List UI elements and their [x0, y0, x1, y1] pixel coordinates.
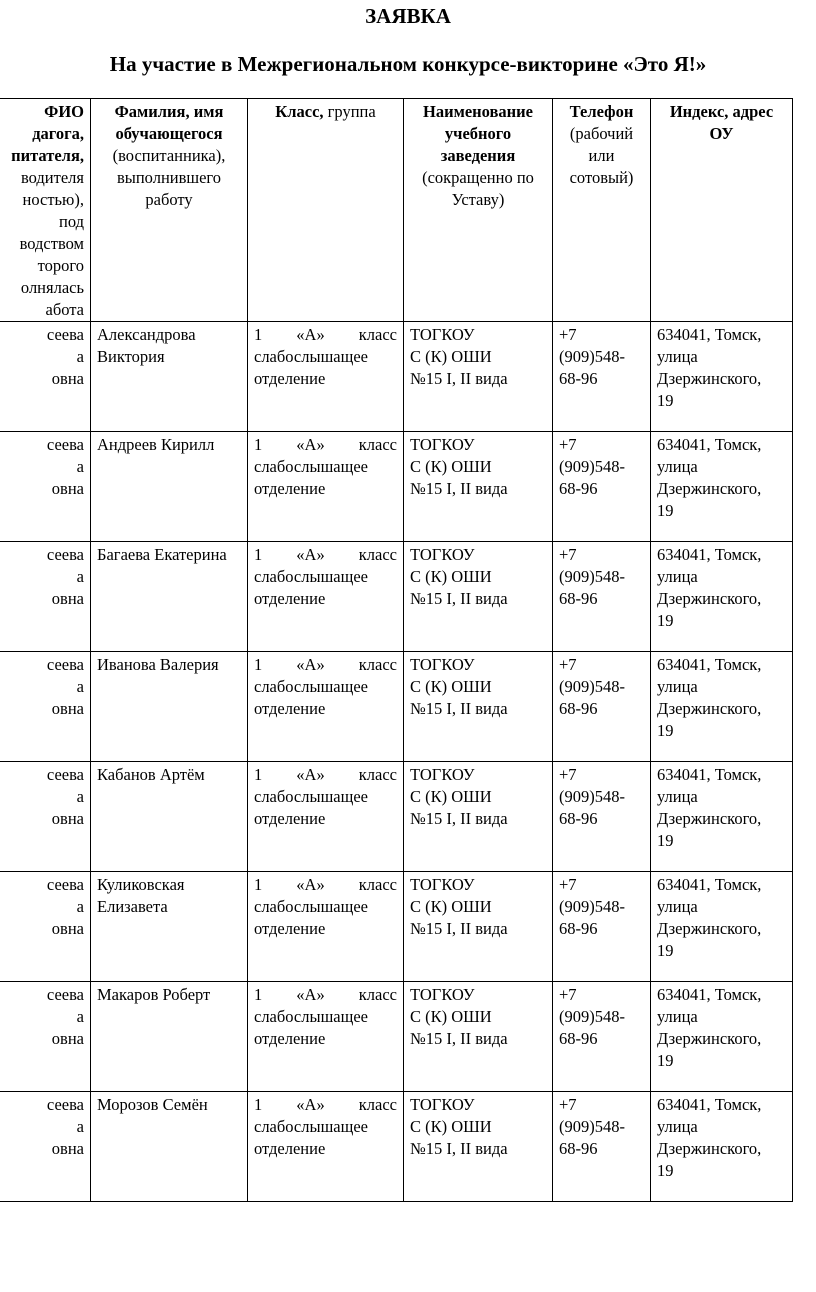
header-school-note: (сокращенно по Уставу): [422, 168, 534, 209]
address-line: улица: [657, 1007, 698, 1026]
class-letter: «А»: [296, 655, 325, 674]
address-cell: [651, 1092, 793, 1202]
student-name: Иванова Валерия: [97, 655, 219, 674]
school-cell: [404, 762, 553, 872]
header-phone-bold: Телефон: [569, 102, 634, 121]
school-line: С (К) ОШИ: [410, 347, 492, 366]
application-table: [0, 98, 793, 1202]
address-line: улица: [657, 787, 698, 806]
school-line: №15 I, II вида: [410, 809, 508, 828]
school-line: №15 I, II вида: [410, 1029, 508, 1048]
class-number: 1: [254, 435, 263, 454]
header-teacher: [0, 99, 91, 322]
class-number: 1: [254, 985, 263, 1004]
table-row: [0, 1092, 793, 1202]
address-cell: [651, 872, 793, 982]
class-department: слабослышащее отделение: [254, 1007, 368, 1048]
school-line: №15 I, II вида: [410, 479, 508, 498]
school-line: ТОГКОУ: [410, 435, 475, 454]
address-line: Дзержинского,: [657, 589, 762, 608]
school-line: С (К) ОШИ: [410, 457, 492, 476]
class-line: [254, 764, 397, 786]
phone-line: 68-96: [559, 809, 598, 828]
table-row: [0, 432, 793, 542]
student-name: Кабанов Артём: [97, 765, 205, 784]
phone-line: 68-96: [559, 589, 598, 608]
class-cell: [248, 982, 404, 1092]
teacher-line: а: [76, 347, 84, 366]
header-class: [248, 99, 404, 322]
class-line: [254, 324, 397, 346]
phone-line: +7: [559, 655, 577, 674]
class-line: [254, 874, 397, 896]
class-cell: [248, 322, 404, 432]
teacher-line: овна: [51, 809, 84, 828]
address-cell: [651, 982, 793, 1092]
address-line: Дзержинского,: [657, 479, 762, 498]
class-department: слабослышащее отделение: [254, 347, 368, 388]
class-number: 1: [254, 875, 263, 894]
class-word: класс: [358, 765, 397, 784]
class-line: [254, 984, 397, 1006]
header-address: [651, 99, 793, 322]
address-line: 19: [657, 941, 674, 960]
school-line: С (К) ОШИ: [410, 1117, 492, 1136]
table-row: [0, 322, 793, 432]
address-line: 19: [657, 1051, 674, 1070]
address-line: улица: [657, 347, 698, 366]
header-school-bold: Наименование учебного заведения: [423, 102, 533, 165]
student-name: Багаева Екатерина: [97, 545, 227, 564]
school-line: №15 I, II вида: [410, 919, 508, 938]
phone-line: +7: [559, 545, 577, 564]
table-header-row: [0, 99, 793, 322]
header-student-bold: Фамилия, имя обучающегося: [114, 102, 224, 143]
student-cell: [91, 652, 248, 762]
table-row: [0, 982, 793, 1092]
phone-line: +7: [559, 765, 577, 784]
class-department: слабослышащее отделение: [254, 457, 368, 498]
table-row: [0, 652, 793, 762]
teacher-line: а: [76, 1117, 84, 1136]
class-cell: [248, 872, 404, 982]
phone-line: 68-96: [559, 1139, 598, 1158]
teacher-line: овна: [51, 699, 84, 718]
address-line: 19: [657, 391, 674, 410]
student-cell: [91, 322, 248, 432]
school-cell: [404, 872, 553, 982]
document-subtitle: На участие в Межрегиональном конкурсе-викторине «Это Я!»: [109, 52, 707, 76]
address-line: 19: [657, 501, 674, 520]
header-teacher-bold-0: ФИО: [44, 102, 84, 121]
phone-line: (909)548-: [559, 1007, 625, 1026]
student-cell: [91, 982, 248, 1092]
phone-cell: [553, 432, 651, 542]
phone-line: 68-96: [559, 919, 598, 938]
phone-cell: [553, 762, 651, 872]
teacher-cell: [0, 652, 91, 762]
student-cell: [91, 432, 248, 542]
phone-line: (909)548-: [559, 347, 625, 366]
phone-cell: [553, 872, 651, 982]
school-line: С (К) ОШИ: [410, 1007, 492, 1026]
teacher-cell: [0, 432, 91, 542]
address-line: 634041, Томск,: [657, 765, 762, 784]
header-phone-note: (рабочий или сотовый): [569, 124, 634, 187]
class-number: 1: [254, 765, 263, 784]
teacher-line: а: [76, 677, 84, 696]
school-line: ТОГКОУ: [410, 765, 475, 784]
phone-line: +7: [559, 435, 577, 454]
school-cell: [404, 982, 553, 1092]
class-letter: «А»: [296, 325, 325, 344]
address-line: Дзержинского,: [657, 369, 762, 388]
class-department: слабослышащее отделение: [254, 787, 368, 828]
class-line: [254, 434, 397, 456]
address-line: Дзержинского,: [657, 809, 762, 828]
school-cell: [404, 432, 553, 542]
school-line: С (К) ОШИ: [410, 787, 492, 806]
header-class-bold: Класс,: [275, 102, 324, 121]
class-number: 1: [254, 1095, 263, 1114]
class-letter: «А»: [296, 435, 325, 454]
address-cell: [651, 762, 793, 872]
header-teacher-line-3: водством: [19, 234, 84, 253]
school-cell: [404, 322, 553, 432]
student-name: Андреев Кирилл: [97, 435, 215, 454]
teacher-line: сеева: [46, 545, 84, 564]
phone-cell: [553, 652, 651, 762]
teacher-cell: [0, 982, 91, 1092]
class-letter: «А»: [296, 545, 325, 564]
address-line: Дзержинского,: [657, 699, 762, 718]
teacher-line: овна: [51, 479, 84, 498]
phone-line: (909)548-: [559, 1117, 625, 1136]
student-cell: [91, 872, 248, 982]
teacher-line: сеева: [46, 765, 84, 784]
header-teacher-line-6: абота: [45, 300, 84, 319]
phone-cell: [553, 542, 651, 652]
address-line: 634041, Томск,: [657, 985, 762, 1004]
table-row: [0, 542, 793, 652]
class-cell: [248, 652, 404, 762]
student-name: Куликовская Елизавета: [97, 875, 185, 916]
teacher-line: сеева: [46, 655, 84, 674]
school-line: С (К) ОШИ: [410, 677, 492, 696]
school-line: ТОГКОУ: [410, 655, 475, 674]
phone-cell: [553, 322, 651, 432]
phone-line: (909)548-: [559, 897, 625, 916]
school-line: №15 I, II вида: [410, 1139, 508, 1158]
phone-cell: [553, 982, 651, 1092]
school-line: ТОГКОУ: [410, 875, 475, 894]
address-line: улица: [657, 457, 698, 476]
teacher-line: сеева: [46, 875, 84, 894]
teacher-line: сеева: [46, 435, 84, 454]
class-department: слабослышащее отделение: [254, 1117, 368, 1158]
address-cell: [651, 542, 793, 652]
phone-line: +7: [559, 325, 577, 344]
school-line: ТОГКОУ: [410, 325, 475, 344]
phone-cell: [553, 1092, 651, 1202]
class-number: 1: [254, 655, 263, 674]
teacher-line: овна: [51, 589, 84, 608]
address-line: улица: [657, 567, 698, 586]
header-phone: [553, 99, 651, 322]
teacher-line: овна: [51, 1029, 84, 1048]
class-word: класс: [358, 985, 397, 1004]
address-line: 634041, Томск,: [657, 325, 762, 344]
address-line: 634041, Томск,: [657, 545, 762, 564]
student-cell: [91, 542, 248, 652]
header-student-note: (воспитанника), выполнившего работу: [112, 146, 226, 209]
address-line: 19: [657, 1161, 674, 1180]
phone-line: 68-96: [559, 479, 598, 498]
phone-line: (909)548-: [559, 677, 625, 696]
class-word: класс: [358, 435, 397, 454]
teacher-line: сеева: [46, 985, 84, 1004]
address-line: 634041, Томск,: [657, 875, 762, 894]
school-line: №15 I, II вида: [410, 699, 508, 718]
class-number: 1: [254, 545, 263, 564]
school-cell: [404, 652, 553, 762]
class-letter: «А»: [296, 875, 325, 894]
class-word: класс: [358, 655, 397, 674]
teacher-line: а: [76, 787, 84, 806]
teacher-line: сеева: [46, 325, 84, 344]
address-line: улица: [657, 677, 698, 696]
address-line: 19: [657, 831, 674, 850]
header-address-bold: Индекс, адрес ОУ: [669, 102, 774, 143]
table-row: [0, 872, 793, 982]
phone-line: 68-96: [559, 1029, 598, 1048]
address-line: 634041, Томск,: [657, 435, 762, 454]
header-student: [91, 99, 248, 322]
class-line: [254, 544, 397, 566]
header-teacher-line-5: олнялась: [20, 278, 84, 297]
class-letter: «А»: [296, 1095, 325, 1114]
student-name: Александрова Виктория: [97, 325, 196, 366]
teacher-line: овна: [51, 369, 84, 388]
header-class-note: группа: [323, 102, 376, 121]
phone-line: 68-96: [559, 699, 598, 718]
class-line: [254, 654, 397, 676]
teacher-line: а: [76, 897, 84, 916]
document-title: ЗАЯВКА: [365, 4, 451, 28]
teacher-line: а: [76, 457, 84, 476]
phone-line: (909)548-: [559, 567, 625, 586]
school-line: С (К) ОШИ: [410, 897, 492, 916]
phone-line: (909)548-: [559, 787, 625, 806]
class-word: класс: [358, 1095, 397, 1114]
phone-line: +7: [559, 1095, 577, 1114]
student-name: Макаров Роберт: [97, 985, 211, 1004]
header-teacher-bold-2: питателя,: [11, 146, 84, 165]
class-word: класс: [358, 545, 397, 564]
class-department: слабослышащее отделение: [254, 567, 368, 608]
address-line: Дзержинского,: [657, 919, 762, 938]
class-cell: [248, 542, 404, 652]
class-cell: [248, 432, 404, 542]
school-cell: [404, 542, 553, 652]
header-teacher-line-1: ностью),: [22, 190, 84, 209]
teacher-cell: [0, 1092, 91, 1202]
school-line: ТОГКОУ: [410, 545, 475, 564]
header-teacher-bold-1: дагога,: [32, 124, 84, 143]
header-teacher-line-4: торого: [37, 256, 84, 275]
class-line: [254, 1094, 397, 1116]
school-line: №15 I, II вида: [410, 589, 508, 608]
teacher-line: сеева: [46, 1095, 84, 1114]
student-name: Морозов Семён: [97, 1095, 208, 1114]
class-cell: [248, 1092, 404, 1202]
teacher-cell: [0, 322, 91, 432]
address-line: 19: [657, 611, 674, 630]
address-cell: [651, 322, 793, 432]
class-word: класс: [358, 875, 397, 894]
address-line: 19: [657, 721, 674, 740]
phone-line: +7: [559, 985, 577, 1004]
header-school: [404, 99, 553, 322]
phone-line: (909)548-: [559, 457, 625, 476]
phone-line: +7: [559, 875, 577, 894]
teacher-line: овна: [51, 919, 84, 938]
teacher-line: а: [76, 567, 84, 586]
header-teacher-line-2: под: [59, 212, 84, 231]
school-cell: [404, 1092, 553, 1202]
student-cell: [91, 1092, 248, 1202]
teacher-cell: [0, 872, 91, 982]
teacher-line: овна: [51, 1139, 84, 1158]
school-line: С (К) ОШИ: [410, 567, 492, 586]
class-number: 1: [254, 325, 263, 344]
class-word: класс: [358, 325, 397, 344]
address-line: 634041, Томск,: [657, 655, 762, 674]
class-department: слабослышащее отделение: [254, 897, 368, 938]
teacher-line: а: [76, 1007, 84, 1026]
teacher-cell: [0, 762, 91, 872]
address-line: 634041, Томск,: [657, 1095, 762, 1114]
class-letter: «А»: [296, 765, 325, 784]
phone-line: 68-96: [559, 369, 598, 388]
school-line: ТОГКОУ: [410, 1095, 475, 1114]
address-cell: [651, 432, 793, 542]
address-line: Дзержинского,: [657, 1139, 762, 1158]
class-department: слабослышащее отделение: [254, 677, 368, 718]
table-row: [0, 762, 793, 872]
school-line: №15 I, II вида: [410, 369, 508, 388]
address-line: Дзержинского,: [657, 1029, 762, 1048]
school-line: ТОГКОУ: [410, 985, 475, 1004]
address-line: улица: [657, 897, 698, 916]
class-cell: [248, 762, 404, 872]
address-line: улица: [657, 1117, 698, 1136]
student-cell: [91, 762, 248, 872]
class-letter: «А»: [296, 985, 325, 1004]
address-cell: [651, 652, 793, 762]
header-teacher-line-0: водителя: [20, 168, 84, 187]
teacher-cell: [0, 542, 91, 652]
